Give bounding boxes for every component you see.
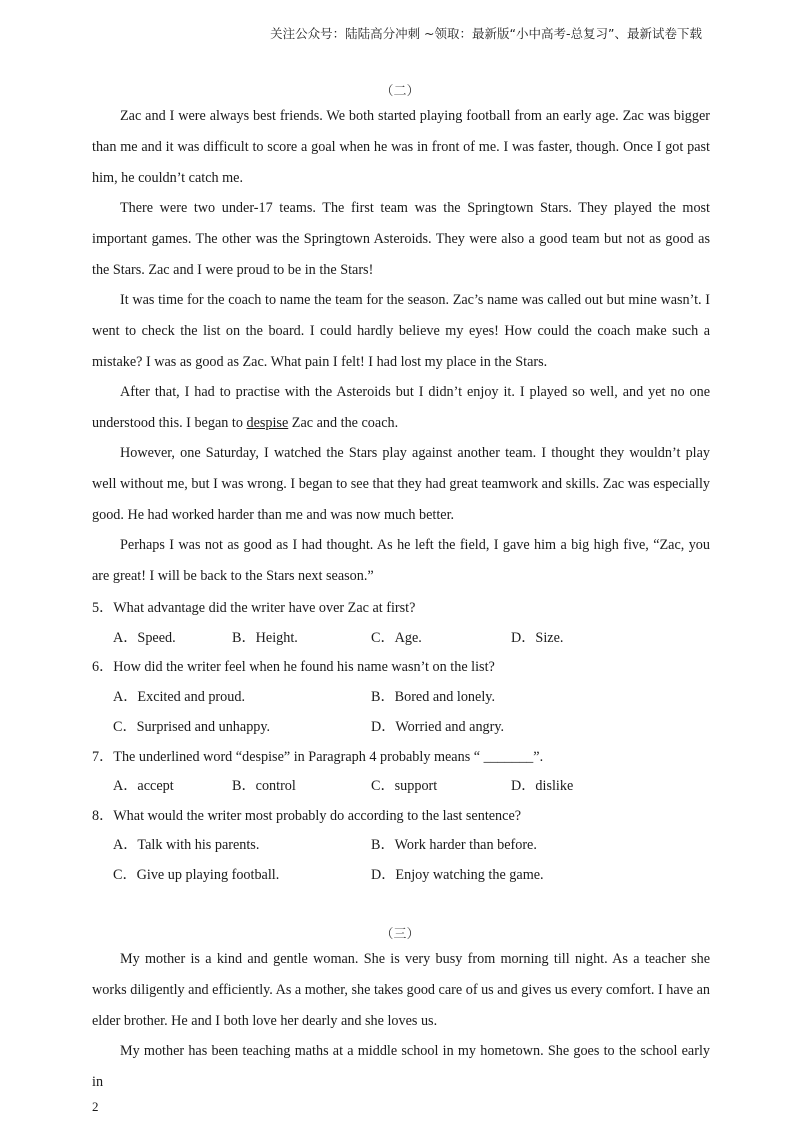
paragraph-4-text-after: Zac and the coach. [288, 415, 399, 431]
question-7-option-d: D．dislike [511, 778, 574, 794]
question-7-option-c: C．support [371, 778, 438, 794]
section-title-2: （二） [380, 83, 420, 98]
section-title-3: （三） [380, 926, 420, 941]
passage-3-paragraph-1: My mother is a kind and gentle woman. She is very busy from morning till night. As a teacher she works diligently and efficiently. As a mother, she takes good care of us and gives us every comfort. I have an elder brother. He and I both love her dearly and she loves us. [92, 951, 710, 1029]
paragraph-4-text-before: After that, I had to practise with the Asteroids but I didn’t enjoy it. I played so well, and yet no one understood this. I began to [92, 384, 710, 431]
page-number: 2 [92, 1099, 99, 1114]
question-6-option-a: A．Excited and proud. [113, 689, 245, 705]
question-8-option-d: D．Enjoy watching the game. [371, 867, 544, 883]
question-8-stem: 8．What would the writer most probably do according to the last sentence? [92, 808, 522, 824]
passage-paragraph-6: Perhaps I was not as good as I had thought. As he left the field, I gave him a big high five, “Zac, you are great! I will be back to the Stars next season.” [92, 537, 710, 584]
passage-paragraph-2: There were two under-17 teams. The first team was the Springtown Stars. They played the most important games. The other was the Springtown Asteroids. They were also a good team but not as good as the Stars. Zac and I were proud to be in the Stars! [92, 200, 710, 278]
passage-paragraph-5: However, one Saturday, I watched the Stars play against another team. I thought they wouldn’t play well without me, but I was wrong. I began to see that they had great teamwork and skills. Zac was especially good. He had worked harder than me and was now much better. [92, 445, 710, 523]
question-6-option-c: C．Surprised and unhappy. [113, 719, 271, 735]
passage-paragraph-1: Zac and I were always best friends. We both started playing football from an early age. Zac was bigger than me and it was difficult to score a goal when he was in front of me. I was faster, though. Once I got past him, he couldn’t catch me. [92, 108, 710, 186]
passage-paragraph-3: It was time for the coach to name the team for the season. Zac’s name was called out but mine wasn’t. I went to check the list on the board. I could hardly believe my eyes! How could the coach make such a mistake? I was as good as Zac. What pain I felt! I had lost my place in the Stars. [92, 292, 710, 370]
question-7-option-b: B．control [232, 778, 296, 794]
passage-3-paragraph-2: My mother has been teaching maths at a middle school in my hometown. She goes to the school early in [92, 1043, 710, 1090]
page-header: 关注公众号：陆陆高分冲刺 ~领取：最新版“小中高考-总复习”、最新试卷下载 [270, 26, 702, 41]
underlined-word-despise: despise [246, 415, 289, 431]
question-5-option-b: B．Height. [232, 630, 298, 646]
question-5-option-d: D．Size. [511, 630, 564, 646]
question-7-stem: 7．The underlined word “despise” in Paragraph 4 probably means “ _______”. [92, 749, 544, 765]
question-7-option-a: A．accept [113, 778, 174, 794]
question-8-option-c: C．Give up playing football. [113, 867, 280, 883]
question-6-option-d: D．Worried and angry. [371, 719, 505, 735]
question-8-option-b: B．Work harder than before. [371, 837, 537, 853]
question-5-stem: 5．What advantage did the writer have over Zac at first? [92, 600, 416, 616]
question-5-option-a: A．Speed. [113, 630, 176, 646]
question-8-option-a: A．Talk with his parents. [113, 837, 260, 853]
question-6-stem: 6．How did the writer feel when he found his name wasn’t on the list? [92, 659, 495, 675]
passage-paragraph-4 [92, 377, 710, 439]
question-6-option-b: B．Bored and lonely. [371, 689, 495, 705]
question-5-option-c: C．Age. [371, 630, 422, 646]
